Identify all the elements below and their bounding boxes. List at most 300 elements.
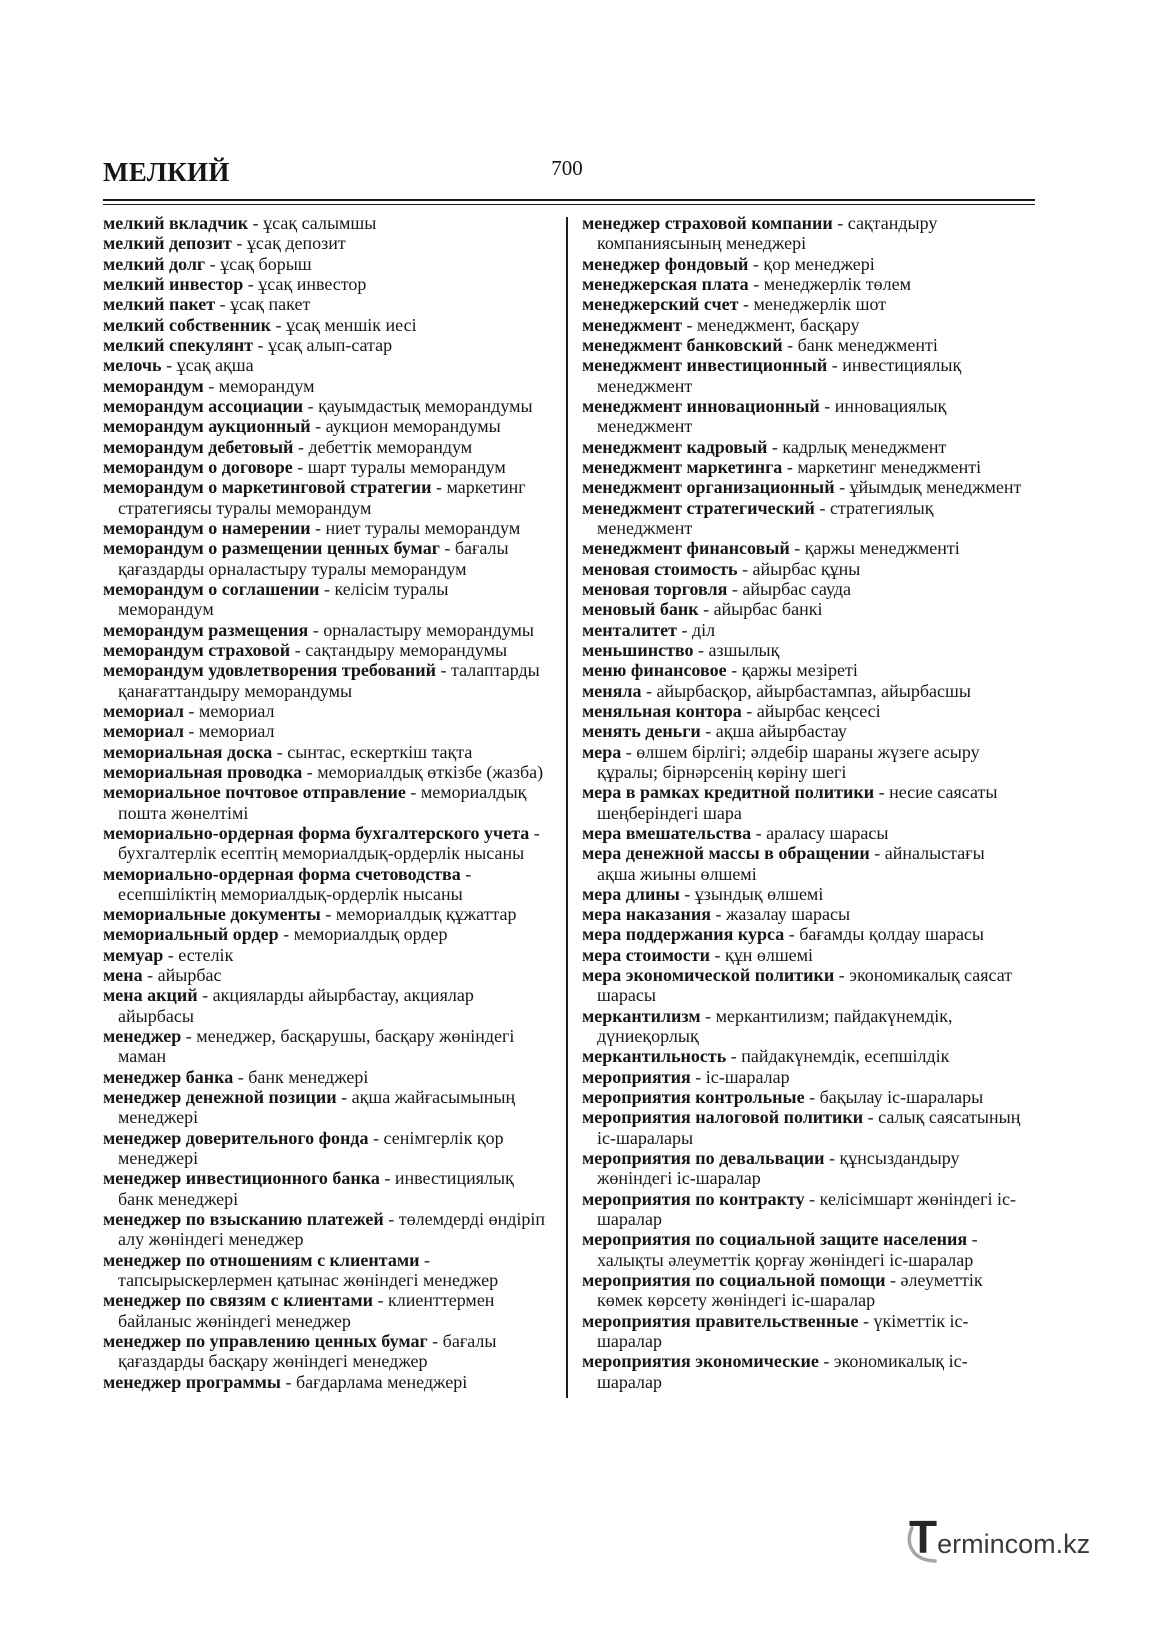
dictionary-entry	[103, 823, 558, 864]
entry-translation: экономикалық саясат	[849, 965, 1013, 986]
entry-translation: бағамды қолдау шарасы	[799, 924, 985, 945]
dictionary-entry	[103, 1290, 558, 1331]
entry-translation: ақша айырбастау	[715, 721, 847, 742]
dictionary-entry	[103, 640, 558, 660]
entry-translation-continued: ақша жиыны өлшемі	[597, 863, 757, 884]
entry-term: менеджмент банковский	[582, 334, 783, 355]
entry-translation: сақтандыру меморандумы	[305, 639, 508, 660]
entry-translation: салық саясатының	[878, 1107, 1021, 1128]
entry-term: менеджмент маркетинга	[582, 456, 783, 477]
entry-dash: -	[297, 456, 304, 477]
entry-translation: дебеттік меморандум	[308, 436, 473, 457]
entry-translation: мемориалдық ордер	[293, 924, 448, 945]
dictionary-entry	[582, 1189, 1040, 1230]
dictionary-entry	[103, 457, 558, 477]
entry-translation: келісімшарт жөніндегі іс-	[819, 1188, 1016, 1209]
entry-term: менеджмент стратегический	[582, 497, 815, 518]
entry-dash: -	[167, 944, 174, 965]
dictionary-entry	[103, 1026, 558, 1067]
entry-translation: мемориал	[198, 700, 275, 721]
entry-dash: -	[889, 1270, 896, 1291]
entry-term: мелкий депозит	[103, 233, 232, 254]
dictionary-entry	[582, 315, 1040, 335]
entry-translation: араласу шарасы	[766, 822, 889, 843]
entry-dash: -	[306, 761, 313, 782]
dictionary-entry	[103, 274, 558, 294]
entry-translation-continued: шаралар	[597, 1371, 662, 1392]
entry-term: мемориально-ордерная форма счетоводства	[103, 863, 461, 884]
entry-term: меморандум о маркетинговой стратегии	[103, 477, 432, 498]
entry-translation: сенімгерлік қор	[383, 1127, 504, 1148]
entry-dash: -	[823, 1351, 830, 1372]
entry-dash: -	[237, 1066, 244, 1087]
dictionary-entry	[103, 904, 558, 924]
entry-dash: -	[625, 741, 632, 762]
entry-term: менеджмент инвестиционный	[582, 355, 828, 376]
entry-translation: қаржы менеджменті	[804, 538, 960, 559]
entry-translation: айырбас кеңсесі	[756, 700, 881, 721]
entry-translation: айырбасқор, айырбастампаз, айырбасшы	[656, 680, 971, 701]
entry-translation-continued: бухгалтерлік есептің мемориалдық-ордерлік нысаны	[118, 843, 525, 864]
entry-dash: -	[753, 273, 760, 294]
entry-dash: -	[746, 700, 753, 721]
entry-term: мена	[103, 965, 143, 986]
entry-dash: -	[444, 538, 451, 559]
entry-dash: -	[878, 782, 885, 803]
entry-dash: -	[838, 965, 845, 986]
entry-term: мемориальная проводка	[103, 761, 303, 782]
entry-translation-continued: халықты әлеуметтік қорғау жөніндегі іс-шаралар	[597, 1249, 974, 1270]
entry-dash: -	[147, 965, 154, 986]
entry-term: мелкий пакет	[103, 294, 216, 315]
entry-term: меморандум аукционный	[103, 416, 311, 437]
dictionary-entry	[582, 599, 1040, 619]
entry-term: мероприятия по социальной защите населения	[582, 1229, 968, 1250]
entry-dash: -	[341, 1087, 348, 1108]
entry-dash: -	[829, 1148, 835, 1169]
dictionary-entry	[103, 1250, 558, 1291]
entry-translation-continued: компаниясының менеджері	[597, 233, 807, 254]
entry-dash: -	[236, 233, 243, 254]
dictionary-entry	[103, 355, 558, 375]
dictionary-entry	[103, 437, 558, 457]
dictionary-entry	[103, 538, 558, 579]
dictionary-entry	[103, 965, 558, 985]
entry-translation: меморандум	[218, 375, 315, 396]
entry-term: меню финансовое	[582, 660, 727, 681]
dictionary-entry	[582, 1006, 1040, 1047]
dictionary-entry	[103, 294, 558, 314]
dictionary-entry	[582, 721, 1040, 741]
entry-term: мелкий инвестор	[103, 273, 244, 294]
entry-translation: талаптарды	[451, 660, 540, 681]
entry-term: мелкий долг	[103, 253, 206, 274]
entry-translation-continued: банк менеджері	[118, 1188, 239, 1209]
dictionary-entry	[103, 396, 558, 416]
dictionary-entry	[103, 985, 558, 1026]
entry-term: мелкий спекулянт	[103, 334, 254, 355]
entry-term: менеджмент	[582, 314, 682, 335]
entry-term: мемориал	[103, 721, 184, 742]
entry-translation-continued: шеңберіндегі шара	[597, 802, 742, 823]
dictionary-entry	[582, 274, 1040, 294]
entry-term: менеджер банка	[103, 1066, 234, 1087]
entry-term: менеджер по управлению ценных бумаг	[103, 1331, 428, 1352]
entry-dash: -	[752, 253, 759, 274]
entry-term: мероприятия экономические	[582, 1351, 819, 1372]
entry-term: мера в рамках кредитной политики	[582, 782, 875, 803]
entry-term: меморандум страховой	[103, 639, 291, 660]
entry-term: менеджер доверительного фонда	[103, 1127, 369, 1148]
entry-translation-continued: стратегиясы туралы меморандум	[118, 497, 372, 518]
entry-translation: құнсыздандыру	[839, 1148, 960, 1169]
entry-dash: -	[166, 355, 173, 376]
entry-dash: -	[715, 904, 722, 925]
entry-term: меркантилизм	[582, 1005, 701, 1026]
entry-dash: -	[312, 619, 319, 640]
entry-term: меновая торговля	[582, 578, 728, 599]
entry-translation: банк менеджменті	[797, 334, 938, 355]
entry-translation: аукцион меморандумы	[325, 416, 501, 437]
dictionary-entry	[103, 620, 558, 640]
entry-term: менеджер	[103, 1026, 182, 1047]
entry-term: мера наказания	[582, 904, 711, 925]
entry-translation: айырбас	[157, 965, 222, 986]
entry-dash: -	[209, 253, 216, 274]
termincom-logo	[903, 1510, 1108, 1566]
entry-dash: -	[285, 1371, 292, 1392]
entry-translation: ниет туралы меморандум	[325, 517, 521, 538]
dictionary-entry	[582, 620, 1040, 640]
entry-dash: -	[862, 1310, 869, 1331]
dictionary-entry	[103, 782, 558, 823]
dictionary-entry	[582, 1067, 1040, 1087]
dictionary-entry	[103, 742, 558, 762]
dictionary-entry	[582, 1148, 1040, 1189]
entry-translation: айырбас құны	[752, 558, 861, 579]
entry-dash: -	[787, 334, 794, 355]
dictionary-entry	[582, 1107, 1040, 1148]
entry-term: менеджер фондовый	[582, 253, 749, 274]
dictionary-entry	[582, 701, 1040, 721]
entry-translation-continued: дүниеқорлық	[597, 1026, 699, 1047]
entry-dash: -	[698, 639, 705, 660]
dictionary-entry	[103, 579, 558, 620]
dictionary-entry	[582, 965, 1040, 1006]
entry-term: мемуар	[103, 944, 164, 965]
dictionary-entry	[582, 437, 1040, 457]
entry-term: менеджер программы	[103, 1371, 281, 1392]
entry-translation: менеджмент, басқару	[697, 314, 860, 335]
entry-translation: ұсақ инвестор	[258, 273, 367, 294]
entry-term: мероприятия налоговой политики	[582, 1107, 864, 1128]
entry-translation: бағалы	[442, 1331, 497, 1352]
dictionary-entry	[582, 579, 1040, 599]
entry-translation: банк менеджері	[248, 1066, 369, 1087]
dictionary-entry	[103, 1168, 558, 1209]
entry-term: менеджмент кадровый	[582, 436, 768, 457]
entry-term: мелкий собственник	[103, 314, 271, 335]
entry-term: менеджер денежной позиции	[103, 1087, 337, 1108]
entry-translation: діл	[691, 619, 716, 640]
entry-dash: -	[971, 1229, 978, 1250]
entry-term: меркантильность	[582, 1046, 727, 1067]
entry-dash: -	[188, 700, 195, 721]
entry-term: менеджер по отношениям с клиентами	[103, 1249, 420, 1270]
dictionary-entry	[582, 1087, 1040, 1107]
entry-term: менеджер по взысканию платежей	[103, 1209, 384, 1230]
dictionary-entry	[103, 1372, 558, 1392]
dictionary-entry	[103, 701, 558, 721]
entry-dash: -	[185, 1026, 192, 1047]
dictionary-entry	[582, 559, 1040, 579]
logo-text: Termincom.kz	[909, 1511, 1091, 1563]
dictionary-entry	[582, 924, 1040, 944]
entry-translation: жазалау шарасы	[725, 904, 851, 925]
entry-dash: -	[794, 538, 801, 559]
entry-term: меморандум размещения	[103, 619, 309, 640]
dictionary-entry	[582, 681, 1040, 701]
entry-term: меняльная контора	[582, 700, 742, 721]
entry-term: меньшинство	[582, 639, 694, 660]
entry-translation: акцияларды айырбастау, акциялар	[212, 985, 474, 1006]
entry-dash: -	[219, 294, 226, 315]
entry-term: менеджер инвестиционного банка	[103, 1168, 380, 1189]
entry-translation: үкіметтік іс-	[873, 1310, 969, 1331]
dictionary-entry	[582, 294, 1040, 314]
entry-translation: ұйымдық менеджмент	[849, 477, 1022, 498]
dictionary-entry	[582, 254, 1040, 274]
dictionary-entry	[103, 924, 558, 944]
entry-term: мелочь	[103, 355, 162, 376]
entry-dash: -	[188, 721, 195, 742]
entry-translation: ұзындық өлшемі	[694, 883, 824, 904]
entry-dash: -	[323, 578, 330, 599]
entry-dash: -	[731, 660, 738, 681]
entry-translation-continued: тапсырыскерлермен қатынас жөніндегі менеджер	[118, 1270, 499, 1291]
entry-translation: мемориалдық құжаттар	[335, 904, 517, 925]
entry-term: менталитет	[582, 619, 677, 640]
dictionary-entry	[103, 1128, 558, 1169]
entry-dash: -	[705, 1005, 712, 1026]
entry-term: меморандум	[103, 375, 204, 396]
entry-dash: -	[432, 1331, 439, 1352]
entry-translation: азшылық	[708, 639, 780, 660]
entry-translation: бағдарлама менеджері	[295, 1371, 468, 1392]
entry-dash: -	[695, 1066, 702, 1087]
entry-translation: мемориалдық өткізбе (жазба)	[317, 761, 544, 782]
entry-translation: келісім туралы	[334, 578, 449, 599]
entry-term: мемориально-ордерная форма бухгалтерского учета	[103, 822, 530, 843]
running-head: МЕЛКИЙ	[103, 157, 230, 187]
dictionary-entry	[582, 457, 1040, 477]
entry-translation: бақылау іс-шаралары	[819, 1087, 984, 1108]
entry-dash: -	[307, 395, 314, 416]
entry-term: мера вмешательства	[582, 822, 752, 843]
entry-translation: бағалы	[454, 538, 509, 559]
entry-term: меморандум о соглашении	[103, 578, 320, 599]
entry-term: мена акций	[103, 985, 198, 1006]
entry-dash: -	[681, 619, 688, 640]
dictionary-entry	[582, 782, 1040, 823]
entry-dash: -	[686, 314, 693, 335]
entry-translation: айналыстағы	[884, 843, 985, 864]
entry-term: мера поддержания курса	[582, 924, 785, 945]
entry-term: меморандум дебетовый	[103, 436, 294, 457]
entry-translation: ұсақ депозит	[246, 233, 346, 254]
entry-term: мемориальные документы	[103, 904, 321, 925]
dictionary-entry	[582, 742, 1040, 783]
dictionary-entry	[103, 315, 558, 335]
entry-translation: орналастыру меморандумы	[323, 619, 534, 640]
entry-term: мероприятия контрольные	[582, 1087, 805, 1108]
entry-dash: -	[315, 517, 322, 538]
entry-translation-continued: меморандум	[118, 599, 214, 620]
entry-translation: инновациялық	[834, 395, 947, 416]
entry-dash: -	[410, 782, 417, 803]
entry-dash: -	[703, 599, 710, 620]
entry-translation: экономикалық іс-	[833, 1351, 968, 1372]
entry-term: меморандум о размещении ценных бумаг	[103, 538, 440, 559]
entry-term: меморандум ассоциации	[103, 395, 304, 416]
dictionary-entry	[103, 864, 558, 905]
dictionary-entry	[582, 945, 1040, 965]
entry-dash: -	[533, 822, 540, 843]
entry-dash: -	[297, 436, 304, 457]
entry-translation-continued: менеджмент	[597, 416, 693, 437]
entry-dash: -	[714, 944, 721, 965]
entry-translation: мемориал	[198, 721, 275, 742]
entry-translation-continued: менеджері	[118, 1107, 199, 1128]
entry-term: мелкий вкладчик	[103, 213, 249, 233]
entry-term: меновая стоимость	[582, 558, 738, 579]
entry-translation-continued: маман	[118, 1046, 167, 1067]
entry-translation-continued: шарасы	[597, 985, 656, 1006]
entry-term: мемориальное почтовое отправление	[103, 782, 406, 803]
entry-translation: инвестициялық	[394, 1168, 514, 1189]
entry-dash: -	[247, 273, 254, 294]
entry-term: мера стоимости	[582, 944, 710, 965]
entry-translation-continued: құралы; бірнәрсенің көріну шегі	[597, 761, 847, 782]
entry-translation: ұсақ пакет	[230, 294, 311, 315]
entry-term: мемориал	[103, 700, 184, 721]
entry-translation-continued: пошта жөнелтімі	[118, 802, 249, 823]
entry-dash: -	[831, 355, 838, 376]
entry-dash: -	[202, 985, 209, 1006]
header-rule-thin	[103, 204, 1035, 205]
entry-term: менеджмент инновационный	[582, 395, 820, 416]
entry-term: менять деньги	[582, 721, 701, 742]
right-column	[582, 213, 1040, 1392]
entry-term: мероприятия правительственные	[582, 1310, 859, 1331]
entry-translation-continued: байланыс жөніндегі менеджер	[118, 1310, 351, 1331]
dictionary-entry	[582, 660, 1040, 680]
entry-dash: -	[705, 721, 712, 742]
header-rule-thick	[103, 199, 1035, 201]
entry-translation: өлшем бірлігі; әлдебір шараны жүзеге асыру	[636, 741, 980, 762]
entry-dash: -	[436, 477, 443, 498]
entry-translation: маркетинг менеджменті	[797, 456, 982, 477]
entry-translation: несие саясаты	[889, 782, 998, 803]
entry-translation: меркантилизм; пайдакүнемдік,	[715, 1005, 953, 1026]
entry-translation-continued: шаралар	[597, 1209, 662, 1230]
entry-dash: -	[645, 680, 652, 701]
dictionary-entry	[103, 213, 558, 233]
entry-term: мера	[582, 741, 622, 762]
dictionary-entry	[103, 376, 558, 396]
dictionary-entry	[582, 843, 1040, 884]
entry-dash: -	[208, 375, 215, 396]
entry-dash: -	[731, 578, 738, 599]
entry-translation: ұсақ салымшы	[263, 213, 377, 233]
entry-translation: сақтандыру	[847, 213, 938, 233]
entry-dash: -	[257, 334, 264, 355]
entry-translation: менеджерлік төлем	[763, 273, 912, 294]
entry-term: мемориальный ордер	[103, 924, 279, 945]
dictionary-entry	[103, 721, 558, 741]
entry-dash: -	[423, 1249, 430, 1270]
dictionary-entry	[103, 416, 558, 436]
dictionary-entry	[582, 498, 1040, 539]
entry-dash: -	[388, 1209, 395, 1230]
page-number: 700	[551, 156, 583, 180]
entry-translation: кадрлық менеджмент	[782, 436, 947, 457]
dictionary-entry	[582, 1229, 1040, 1270]
entry-translation: ұсақ борыш	[220, 253, 312, 274]
dictionary-entry	[582, 538, 1040, 558]
entry-term: меморандум о намерении	[103, 517, 311, 538]
entry-term: мера денежной массы в обращении	[582, 843, 870, 864]
entry-translation-continued: есепшіліктің мемориалдық-ордерлік нысаны	[118, 883, 463, 904]
entry-translation: сынтас, ескерткіш тақта	[287, 741, 473, 762]
entry-translation: ұсақ ақша	[176, 355, 254, 376]
entry-dash: -	[809, 1087, 816, 1108]
entry-dash: -	[294, 639, 301, 660]
entry-translation-continued: жөніндегі іс-шаралар	[597, 1168, 761, 1189]
dictionary-entry	[582, 640, 1040, 660]
entry-translation-continued: қағаздарды басқару жөніндегі менеджер	[118, 1351, 428, 1372]
entry-dash: -	[440, 660, 447, 681]
entry-dash: -	[730, 1046, 737, 1067]
entry-dash: -	[786, 456, 793, 477]
dictionary-entry	[582, 1270, 1040, 1311]
entry-dash: -	[743, 294, 750, 315]
entry-term: меморандум удовлетворения требований	[103, 660, 437, 681]
entry-translation: шарт туралы меморандум	[307, 456, 506, 477]
entry-translation: ұсақ алып-сатар	[268, 334, 393, 355]
entry-dash: -	[465, 863, 472, 884]
entry-translation-continued: алу жөніндегі менеджер	[118, 1229, 304, 1250]
entry-dash: -	[788, 924, 795, 945]
entry-translation: ақша жайғасымының	[351, 1087, 516, 1108]
entry-term: менеджер по связям с клиентами	[103, 1290, 373, 1311]
entry-translation-continued: айырбасы	[118, 1005, 194, 1026]
entry-translation-continued: көмек көрсету жөніндегі іс-шаралар	[597, 1290, 876, 1311]
entry-dash: -	[315, 416, 322, 437]
entry-translation: ұсақ меншік иесі	[285, 314, 417, 335]
dictionary-entry	[582, 904, 1040, 924]
entry-translation: клиенттермен	[388, 1290, 495, 1311]
entry-term: менеджерский счет	[582, 294, 739, 315]
entry-dash: -	[684, 883, 691, 904]
entry-translation: мемориалдық	[420, 782, 527, 803]
dictionary-entry	[582, 1351, 1040, 1392]
dictionary-entry	[103, 1331, 558, 1372]
entry-dash: -	[325, 904, 332, 925]
entry-translation: менеджер, басқарушы, басқару жөніндегі	[196, 1026, 515, 1047]
entry-translation: айырбас сауда	[742, 578, 852, 599]
dictionary-entry	[582, 335, 1040, 355]
